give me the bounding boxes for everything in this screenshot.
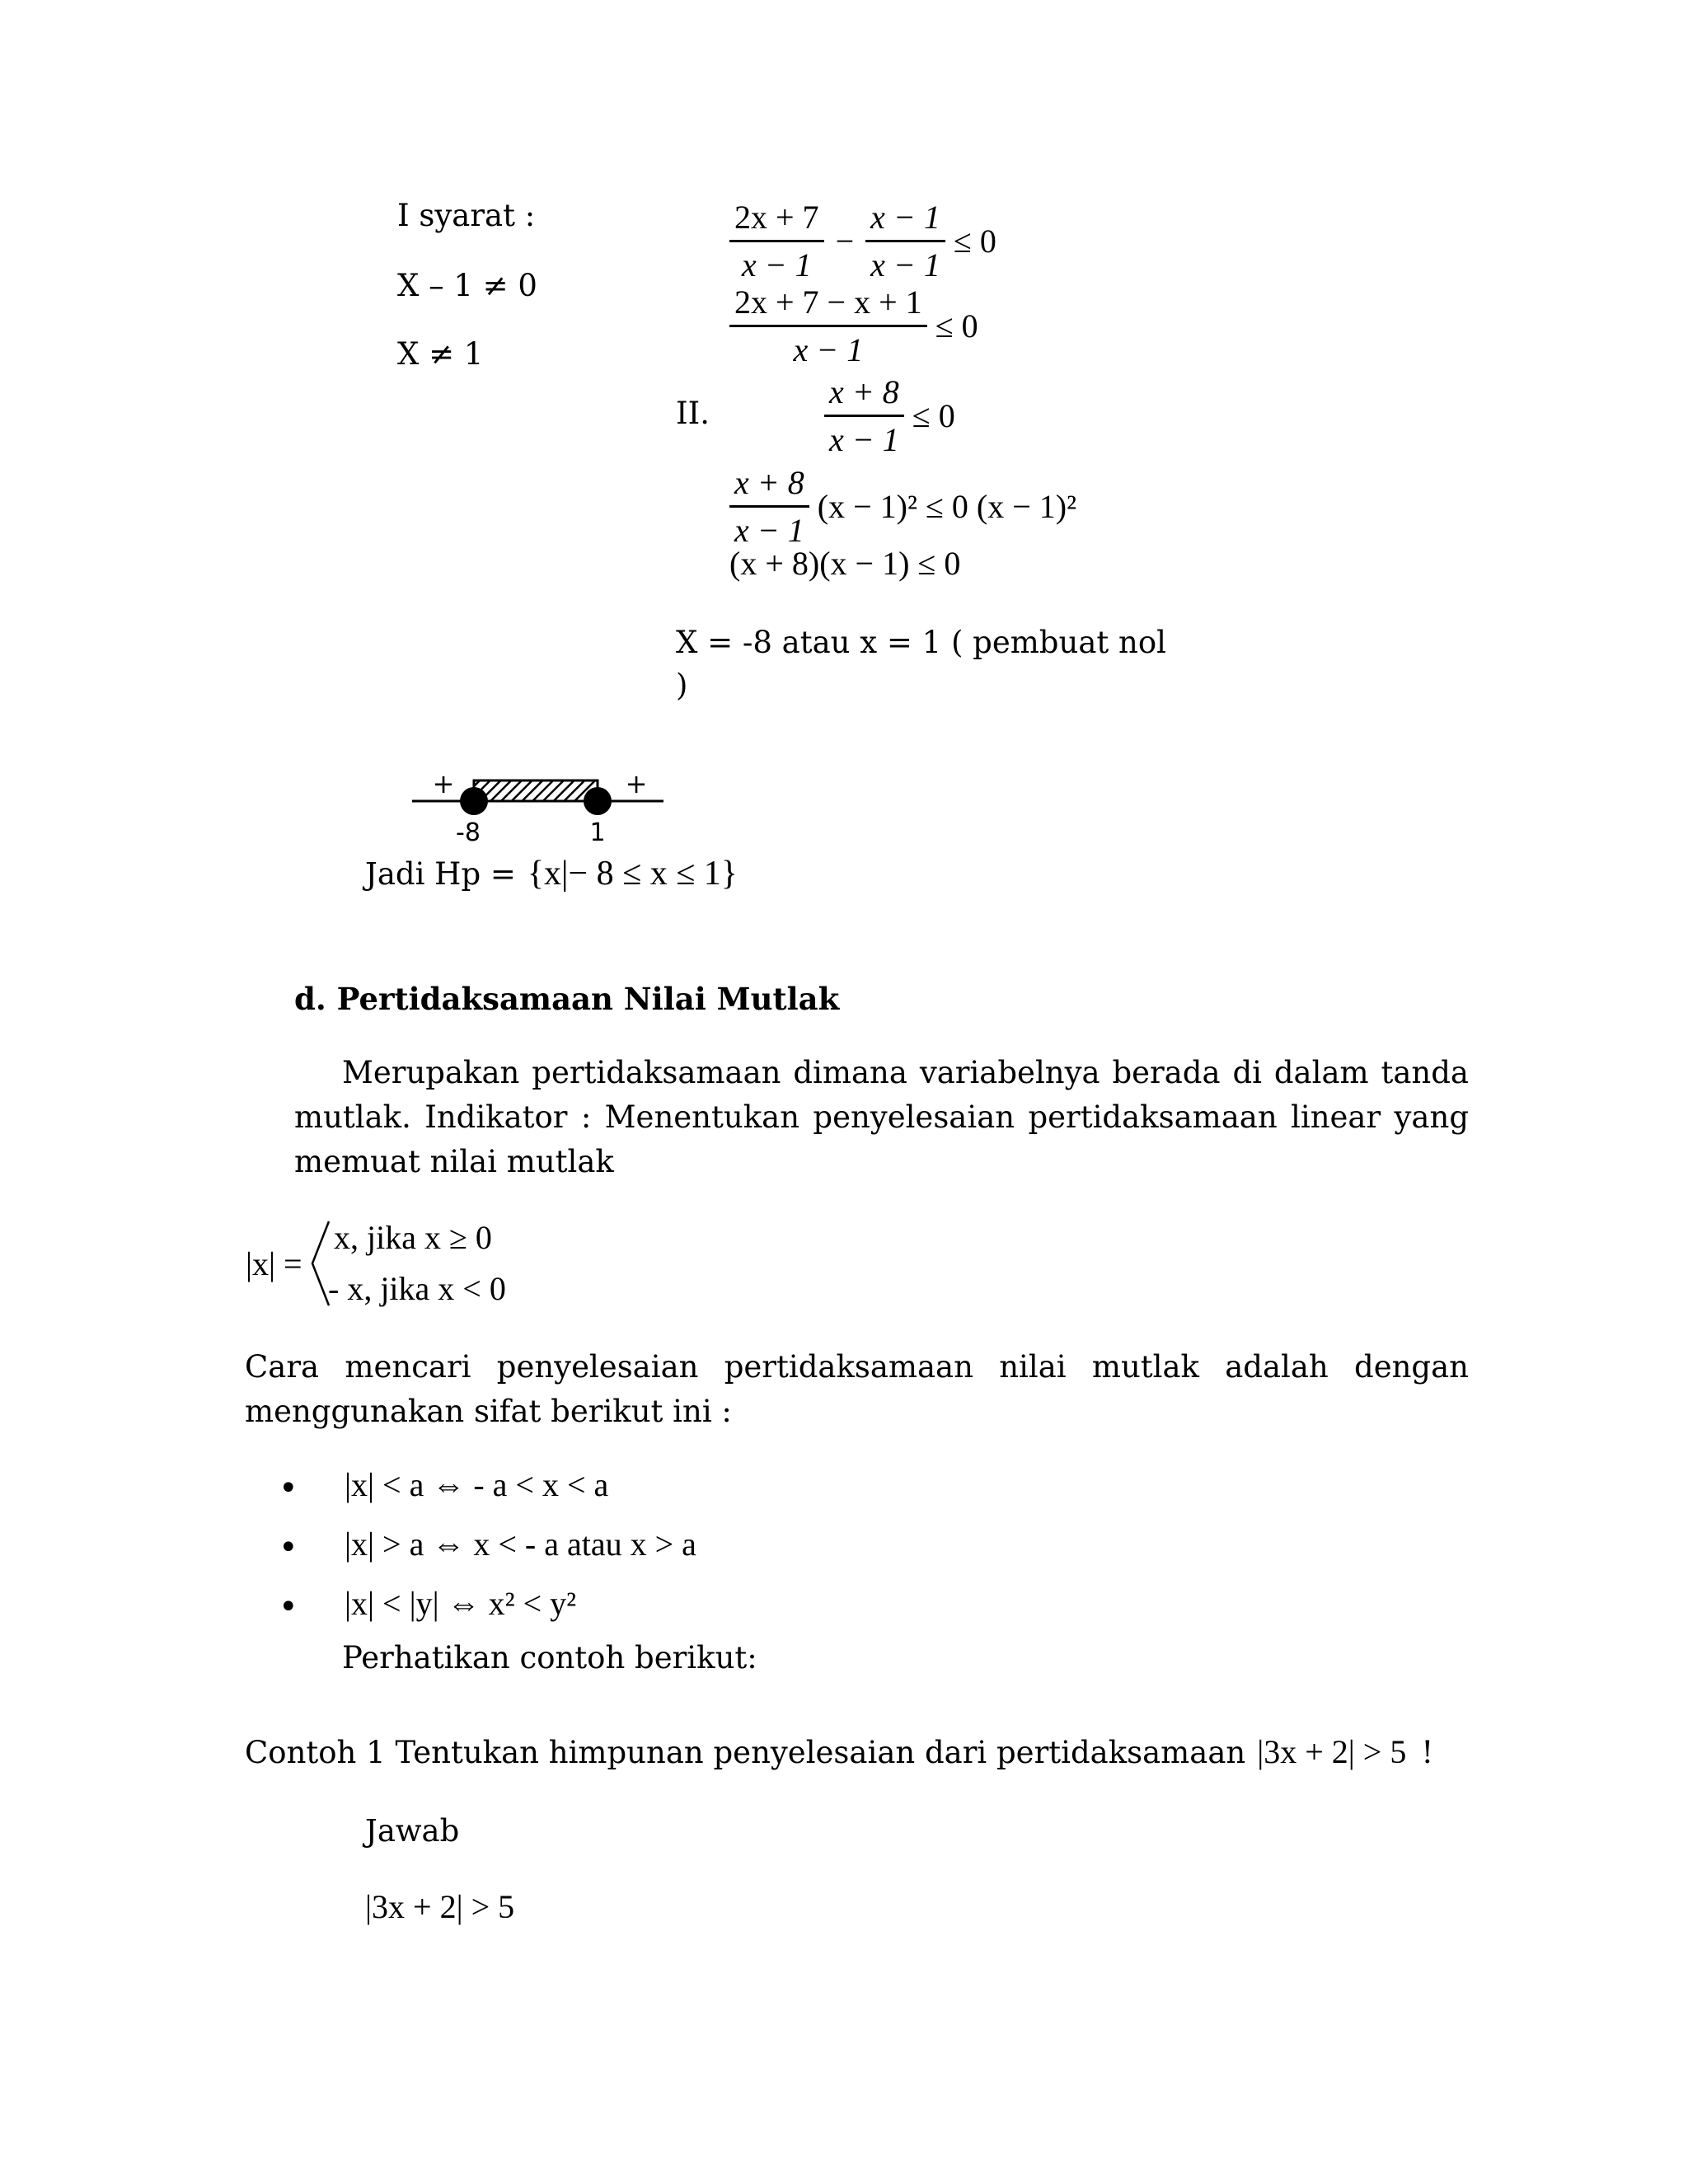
step-4-denominator: x − 1 — [734, 512, 804, 549]
step-1-denominator-2: x − 1 — [870, 246, 940, 284]
cara-line-1: Cara mencari penyelesaian pertidaksamaan nilai mutlak adalah dengan — [245, 1349, 1469, 1385]
step-1-numerator-1: 2x + 7 — [729, 198, 824, 242]
property-3: |x| < |y| ⇔ x² < y² — [345, 1585, 577, 1622]
step-3-fraction — [824, 373, 904, 459]
sign-right: + — [625, 768, 648, 799]
property-1: |x| < a ⇔ - a < x < a — [345, 1466, 609, 1503]
paragraph-line-3: memuat nilai mutlak — [294, 1144, 614, 1179]
syarat-label: I syarat : — [397, 198, 536, 233]
paragraph-line-1: Merupakan pertidaksamaan dimana variabelnya berada di dalam tanda — [342, 1055, 1469, 1090]
bullet-1: • — [279, 1469, 298, 1507]
jawab-label: Jawab — [365, 1813, 460, 1849]
step-2-numerator: 2x + 7 − x + 1 — [729, 283, 927, 327]
point-right — [584, 787, 612, 815]
step-1-relation: ≤ 0 — [953, 223, 996, 260]
step-1-numerator-2: x − 1 — [865, 198, 945, 242]
def-case-2: - x, jika x < 0 — [328, 1270, 506, 1307]
hp-label: Jadi Hp = — [365, 856, 516, 892]
jawab-expression: |3x + 2| > 5 — [365, 1888, 515, 1925]
cara-line-2: menggunakan sifat berikut ini : — [245, 1394, 732, 1429]
bullet-3: • — [279, 1588, 298, 1626]
step-2-fraction — [729, 283, 927, 369]
contoh-1 — [245, 1732, 1433, 1771]
step-3-numerator: x + 8 — [824, 373, 904, 417]
step-3-denominator: x − 1 — [829, 421, 899, 458]
point-left — [460, 787, 488, 815]
sign-left: + — [432, 768, 455, 799]
step-3-relation: ≤ 0 — [912, 397, 955, 434]
step-1-denominator-1: x − 1 — [741, 246, 812, 284]
syarat-condition-2: X ≠ 1 — [397, 336, 484, 372]
paragraph-line-2: mutlak. Indikator : Menentukan penyelesaian pertidaksamaan linear yang — [294, 1099, 1469, 1135]
step-4-numerator: x + 8 — [729, 463, 809, 508]
step-4-rest: (x − 1)² ≤ 0 (x − 1)² — [817, 488, 1077, 525]
def-case-1: x, jika x ≥ 0 — [334, 1219, 492, 1256]
point-left-label: -8 — [456, 818, 481, 847]
shaded-interval — [474, 780, 598, 801]
step-1-minus: − — [835, 223, 855, 260]
contoh-exclamation: ! — [1421, 1735, 1434, 1770]
point-right-label: 1 — [589, 818, 606, 847]
step-3-equation — [824, 373, 955, 459]
step-1-equation — [729, 198, 996, 284]
step-4-fraction — [729, 463, 809, 550]
syarat-condition-1: X – 1 ≠ 0 — [397, 268, 537, 303]
step-2-relation: ≤ 0 — [935, 307, 978, 344]
step-5-equation: (x + 8)(x − 1) ≤ 0 — [729, 545, 961, 582]
contoh-expression: |3x + 2| > 5 — [1257, 1733, 1407, 1770]
step-label-ii: II. — [676, 396, 710, 431]
bullet-2: • — [279, 1529, 298, 1567]
perhatikan-text: Perhatikan contoh berikut: — [342, 1640, 757, 1675]
step-2-equation — [729, 283, 978, 369]
step-1-fraction-2 — [865, 198, 945, 284]
step-2-denominator: x − 1 — [793, 331, 864, 368]
cara-paragraph — [245, 1345, 1469, 1434]
def-lhs: |x| = — [246, 1245, 302, 1282]
zeros-line-1: X = -8 atau x = 1 ( pembuat nol — [676, 625, 1166, 660]
hp-result — [365, 854, 738, 893]
step-1-fraction-1 — [729, 198, 824, 284]
zeros-line-2: ) — [676, 668, 688, 703]
section-d-paragraph — [294, 1051, 1469, 1184]
number-line — [396, 758, 692, 849]
hp-set: {x|− 8 ≤ x ≤ 1} — [527, 855, 738, 893]
step-4-equation — [729, 463, 1076, 550]
contoh-text: Contoh 1 Tentukan himpunan penyelesaian dari pertidaksamaan — [245, 1735, 1246, 1770]
section-d-heading: d. Pertidaksamaan Nilai Mutlak — [294, 981, 840, 1017]
property-2: |x| > a ⇔ x < - a atau x > a — [345, 1526, 696, 1563]
